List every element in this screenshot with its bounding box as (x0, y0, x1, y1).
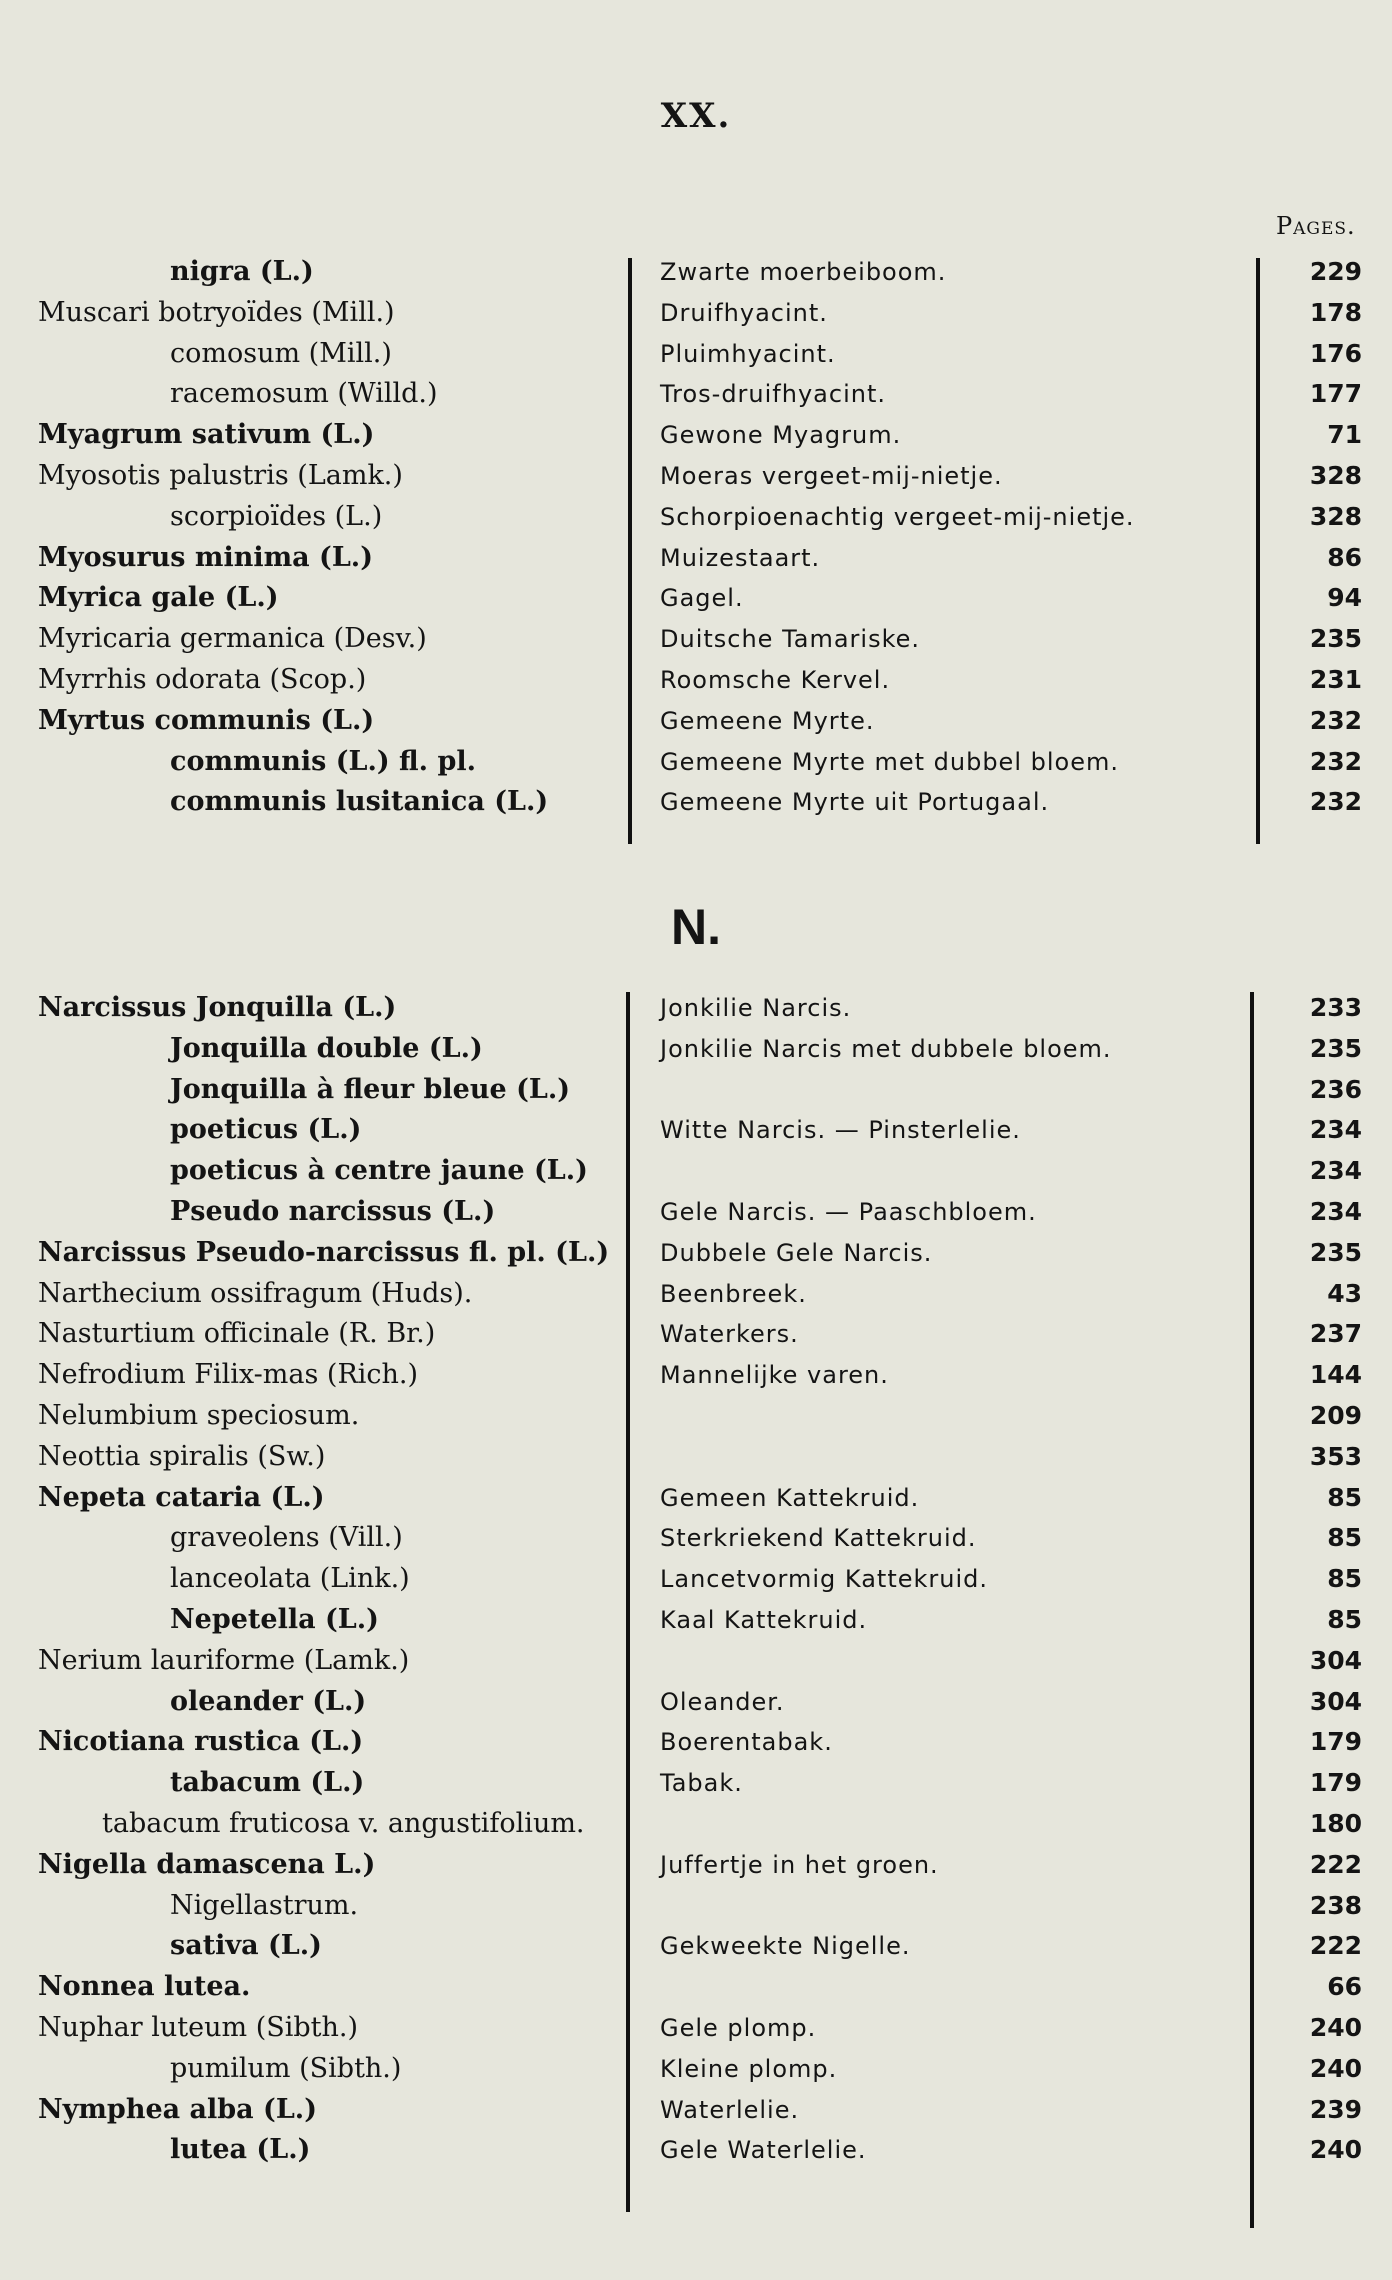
page-reference: 240 (1309, 2053, 1362, 2083)
page-reference: 239 (1309, 2094, 1362, 2124)
latin-name: pumilum (Sibth.) (170, 2052, 402, 2084)
latin-name: Nepeta cataria (L.) (38, 1481, 325, 1513)
page-reference: 209 (1309, 1401, 1362, 1430)
dutch-name: Boerentabak. (660, 1728, 833, 1757)
dutch-name: Gemeene Myrte met dubbel bloem. (660, 747, 1119, 776)
index-entry (0, 334, 1392, 374)
index-entry (0, 1478, 1392, 1518)
page-reference: 238 (1309, 1890, 1362, 1920)
dutch-name: Gagel. (660, 584, 744, 613)
dutch-name: Waterkers. (660, 1320, 799, 1349)
latin-name: Narthecium ossifragum (Huds). (38, 1277, 473, 1309)
page-reference: 85 (1327, 1564, 1362, 1594)
index-entry (0, 1967, 1392, 2007)
index-entry (0, 2130, 1392, 2170)
index-entry (0, 1192, 1392, 1232)
index-entry (0, 1314, 1392, 1354)
latin-name: communis lusitanica (L.) (170, 786, 549, 818)
latin-name: Jonquilla à fleur bleue (L.) (170, 1073, 571, 1105)
latin-name: Myosotis palustris (Lamk.) (38, 460, 403, 491)
index-entry (0, 1682, 1392, 1722)
page-reference: 240 (1309, 2135, 1362, 2165)
page-reference: 180 (1309, 1809, 1362, 1838)
page-reference: 232 (1309, 746, 1362, 776)
index-entry (0, 1804, 1392, 1844)
page-reference: 234 (1309, 1156, 1362, 1186)
latin-name: Nerium lauriforme (Lamk.) (38, 1644, 410, 1676)
index-entry (0, 1518, 1392, 1558)
index-entry (0, 1886, 1392, 1926)
page-reference: 235 (1309, 1033, 1362, 1063)
page-reference: 328 (1309, 461, 1362, 490)
index-entry (0, 1600, 1392, 1640)
page-reference: 353 (1309, 1441, 1362, 1471)
dutch-name: Beenbreek. (660, 1279, 807, 1308)
index-entry (0, 1845, 1392, 1885)
index-entry (0, 293, 1392, 333)
index-entry (0, 252, 1392, 292)
latin-name: Myrtus communis (L.) (38, 704, 375, 736)
index-entry (0, 497, 1392, 537)
page-reference: 85 (1327, 1605, 1362, 1634)
page-reference: 222 (1309, 1849, 1362, 1879)
page-reference: 236 (1309, 1074, 1362, 1104)
dutch-name: Gemeen Kattekruid. (660, 1483, 920, 1512)
index-entry (0, 578, 1392, 618)
page-reference: 234 (1309, 1197, 1362, 1226)
dutch-name: Jonkilie Narcis. (660, 994, 852, 1022)
dutch-name: Kaal Kattekruid. (660, 1606, 868, 1634)
latin-name: tabacum fruticosa v. angustifolium. (102, 1808, 585, 1839)
page-reference: 179 (1309, 1768, 1362, 1798)
latin-name: communis (L.) fl. pl. (170, 745, 477, 777)
latin-name: Narcissus Jonquilla (L.) (38, 992, 397, 1023)
latin-name: Nuphar luteum (Sibth.) (38, 2012, 359, 2043)
dutch-name: Witte Narcis. — Pinsterlelie. (660, 1116, 1021, 1145)
page-reference: 222 (1309, 1931, 1362, 1961)
dutch-name: Gele plomp. (660, 2014, 817, 2042)
latin-name: Myrica gale (L.) (38, 582, 279, 614)
latin-name: Nigellastrum. (170, 1889, 359, 1921)
index-entry (0, 415, 1392, 455)
dutch-name: Tros-druifhyacint. (660, 380, 886, 409)
dutch-name: Kleine plomp. (660, 2054, 838, 2083)
index-entry (0, 1355, 1392, 1395)
index-entry (0, 1722, 1392, 1762)
latin-name: sativa (L.) (170, 1930, 322, 1962)
page-reference: 232 (1309, 705, 1362, 735)
page-reference: 178 (1309, 297, 1362, 327)
dutch-name: Moeras vergeet-mij-nietje. (660, 462, 1003, 490)
latin-name: racemosum (Willd.) (170, 378, 438, 410)
dutch-name: Gele Narcis. — Paaschbloem. (660, 1198, 1037, 1226)
page-reference: 85 (1327, 1523, 1362, 1553)
page-reference: 235 (1309, 1237, 1362, 1267)
index-entry (0, 988, 1392, 1028)
latin-name: nigra (L.) (170, 256, 314, 287)
dutch-name: Oleander. (660, 1687, 785, 1716)
latin-name: scorpioïdes (L.) (170, 500, 383, 532)
index-entry (0, 1763, 1392, 1803)
index-entry (0, 1110, 1392, 1150)
latin-name: Myagrum sativum (L.) (38, 419, 375, 451)
latin-name: Jonquilla double (L.) (170, 1032, 483, 1064)
page-reference: 144 (1309, 1360, 1362, 1390)
index-entry (0, 456, 1392, 496)
page-reference: 328 (1309, 501, 1362, 531)
dutch-name: Duitsche Tamariske. (660, 625, 921, 654)
latin-name: Myrrhis odorata (Scop.) (38, 664, 367, 695)
latin-name: Nefrodium Filix-mas (Rich.) (38, 1359, 419, 1391)
index-entry (0, 2090, 1392, 2130)
dutch-name: Gele Waterlelie. (660, 2136, 867, 2165)
index-entry (0, 782, 1392, 822)
page-reference: 235 (1309, 624, 1362, 654)
page-reference: 229 (1309, 257, 1362, 286)
page-reference: 304 (1309, 1645, 1362, 1675)
index-entry (0, 2008, 1392, 2048)
index-entry (0, 1396, 1392, 1436)
latin-name: tabacum (L.) (170, 1767, 365, 1799)
latin-name: Nigella damascena L.) (38, 1848, 376, 1880)
page-reference: 237 (1309, 1319, 1362, 1349)
index-entry (0, 538, 1392, 578)
page-reference: 71 (1327, 420, 1362, 450)
page-reference: 43 (1327, 1278, 1362, 1308)
index-entry (0, 1559, 1392, 1599)
dutch-name: Waterlelie. (660, 2095, 800, 2124)
page-reference: 179 (1309, 1727, 1362, 1757)
index-entry (0, 1233, 1392, 1273)
section-letter: N. (671, 899, 721, 955)
latin-name: Pseudo narcissus (L.) (170, 1196, 496, 1227)
latin-name: Nelumbium speciosum. (38, 1400, 360, 1431)
latin-name: Nonnea lutea. (38, 1971, 251, 2003)
dutch-name: Pluimhyacint. (660, 339, 836, 368)
latin-name: poeticus à centre jaune (L.) (170, 1155, 588, 1187)
page-reference: 240 (1309, 2013, 1362, 2042)
latin-name: Muscari botryoïdes (Mill.) (38, 296, 395, 328)
index-entry (0, 1274, 1392, 1314)
latin-name: Neottia spiralis (Sw.) (38, 1440, 326, 1472)
dutch-name: Druifhyacint. (660, 298, 828, 327)
page-reference: 232 (1309, 787, 1362, 817)
latin-name: Myosurus minima (L.) (38, 541, 373, 573)
latin-name: Nymphea alba (L.) (38, 2093, 317, 2125)
latin-name: Nasturtium officinale (R. Br.) (38, 1318, 436, 1350)
page-reference: 94 (1327, 583, 1362, 613)
page-reference: 233 (1309, 993, 1362, 1022)
latin-name: Myricaria germanica (Desv.) (38, 623, 427, 655)
dutch-name: Jonkilie Narcis met dubbele bloem. (660, 1034, 1112, 1063)
latin-name: graveolens (Vill.) (170, 1522, 403, 1554)
dutch-name: Mannelijke varen. (660, 1361, 889, 1390)
dutch-name: Roomsche Kervel. (660, 666, 891, 694)
index-entry (0, 1029, 1392, 1069)
dutch-name: Schorpioenachtig vergeet-mij-nietje. (660, 502, 1135, 531)
index-entry (0, 660, 1392, 700)
index-entry (0, 374, 1392, 414)
pages-column-header: Pages. (1276, 212, 1356, 240)
dutch-name: Gemeene Myrte uit Portugaal. (660, 788, 1050, 817)
latin-name: oleander (L.) (170, 1685, 367, 1717)
latin-name: lanceolata (Link.) (170, 1563, 410, 1595)
dutch-name: Sterkriekend Kattekruid. (660, 1524, 977, 1553)
dutch-name: Juffertje in het groen. (660, 1850, 939, 1879)
page-reference: 304 (1309, 1686, 1362, 1716)
index-entry (0, 1070, 1392, 1110)
dutch-name: Gekweekte Nigelle. (660, 1932, 911, 1961)
dutch-name: Tabak. (660, 1769, 743, 1798)
page-number: XX. (660, 96, 732, 136)
dutch-name: Gemeene Myrte. (660, 706, 875, 735)
latin-name: Narcissus Pseudo-narcissus fl. pl. (L.) (38, 1236, 610, 1268)
dutch-name: Dubbele Gele Narcis. (660, 1238, 933, 1267)
page-reference: 231 (1309, 665, 1362, 694)
index-entry (0, 1437, 1392, 1477)
dutch-name: Muizestaart. (660, 543, 821, 572)
dutch-name: Lancetvormig Kattekruid. (660, 1565, 989, 1594)
latin-name: Nepetella (L.) (170, 1604, 379, 1635)
dutch-name: Zwarte moerbeiboom. (660, 258, 947, 286)
index-entry (0, 701, 1392, 741)
index-entry (0, 1641, 1392, 1681)
page-reference: 177 (1309, 379, 1362, 409)
latin-name: comosum (Mill.) (170, 337, 392, 369)
latin-name: lutea (L.) (170, 2134, 311, 2166)
index-entry (0, 742, 1392, 782)
latin-name: poeticus (L.) (170, 1114, 362, 1146)
index-entry (0, 2049, 1392, 2089)
index-entry (0, 1926, 1392, 1966)
latin-name: Nicotiana rustica (L.) (38, 1726, 364, 1758)
page-reference: 234 (1309, 1115, 1362, 1145)
dutch-name: Gewone Myagrum. (660, 421, 902, 450)
page-reference: 66 (1327, 1972, 1362, 2002)
page-reference: 85 (1327, 1482, 1362, 1512)
page-reference: 176 (1309, 338, 1362, 368)
index-entry (0, 619, 1392, 659)
index-entry (0, 1151, 1392, 1191)
page-reference: 86 (1327, 542, 1362, 572)
